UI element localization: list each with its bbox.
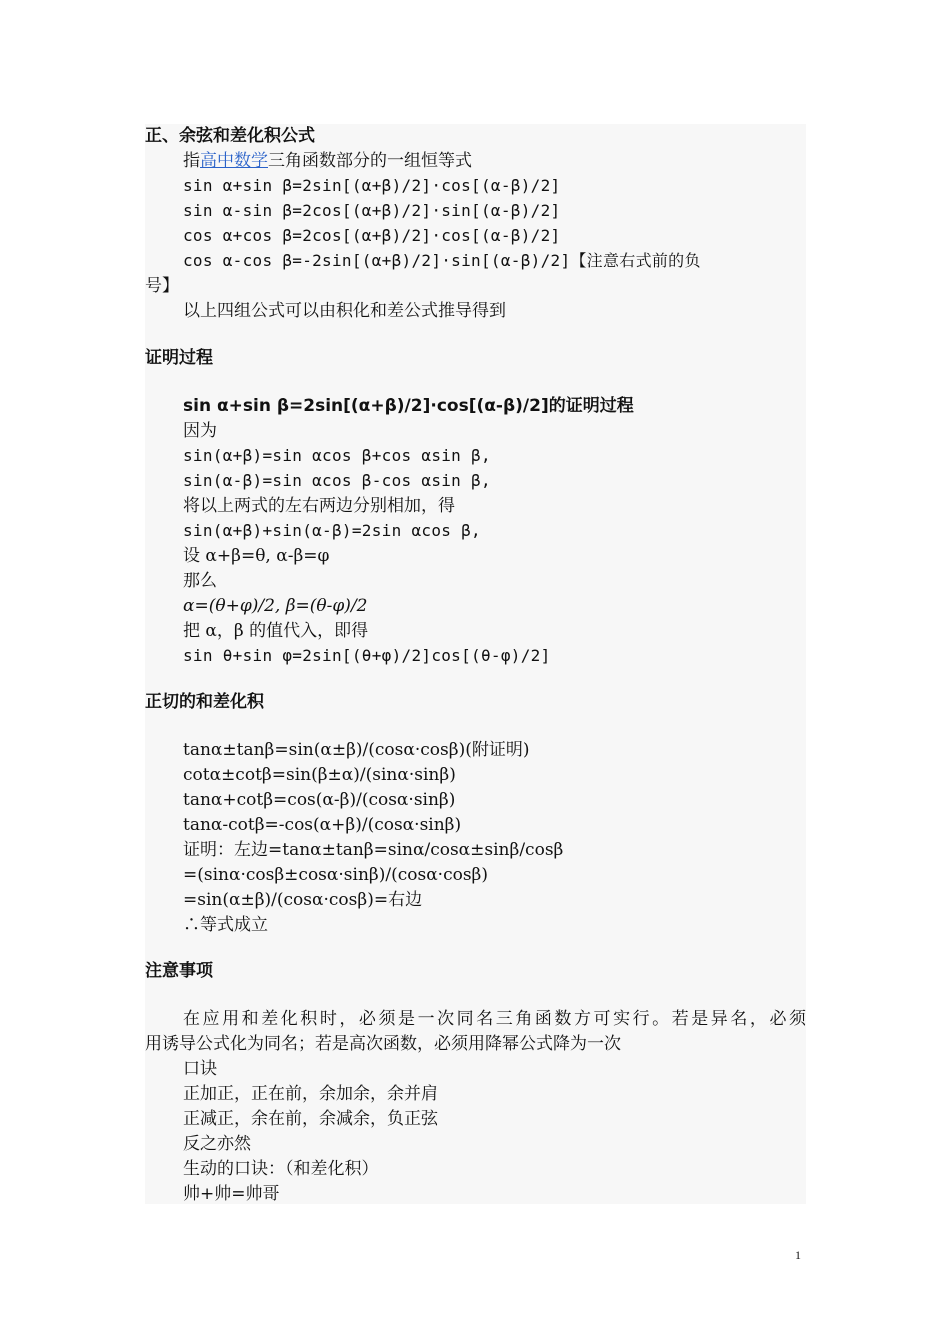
formula-line: cos α+cos β=2cos[(α+β)/2]·cos[(α-β)/2] (183, 226, 561, 245)
tangent-line: tanα+cotβ=cos(α-β)/(cosα·sinβ) (183, 790, 456, 810)
mnemonic-line: 口诀 (183, 1059, 217, 1079)
formula-line: sin α+sin β=2sin[(α+β)/2]·cos[(α-β)/2] (183, 176, 561, 195)
mnemonic-line: 反之亦然 (183, 1134, 251, 1154)
tangent-line: ∴等式成立 (183, 915, 268, 935)
section-title: 正、余弦和差化积公式 (145, 126, 315, 146)
formula-line-continued: 号】 (145, 276, 179, 296)
intro-prefix: 指 (183, 151, 200, 171)
proof-line: sin θ+sin φ=2sin[(θ+φ)/2]cos[(θ-φ)/2] (183, 646, 551, 665)
proof-subtitle: sin α+sin β=2sin[(α+β)/2]·cos[(α-β)/2]的证明过程 (183, 396, 634, 416)
proof-line: sin(α-β)=sin αcos β-cos αsin β, (183, 471, 491, 490)
intro-suffix: 三角函数部分的一组恒等式 (268, 151, 472, 171)
intro-line (145, 149, 806, 174)
mnemonic-line: 正减正，余在前，余减余，负正弦 (183, 1109, 438, 1129)
document-body (145, 124, 806, 1204)
proof-line: 设 α+β=θ, α-β=φ (183, 546, 330, 566)
mnemonic-line: 帅+帅=帅哥 (183, 1184, 280, 1204)
section-title: 证明过程 (145, 348, 213, 368)
proof-line: 那么 (183, 571, 217, 591)
proof-line: sin(α+β)=sin αcos β+cos αsin β, (183, 446, 491, 465)
tangent-line: tanα-cotβ=-cos(α+β)/(cosα·sinβ) (183, 815, 462, 835)
proof-line: 把 α，β 的值代入，即得 (183, 621, 369, 641)
page-number: 1 (795, 1248, 801, 1262)
proof-line: 将以上两式的左右两边分别相加，得 (183, 496, 455, 516)
formula-line: cos α-cos β=-2sin[(α+β)/2]·sin[(α-β)/2]【注意右式前的负 (183, 251, 701, 270)
link-high-school-math[interactable]: 高中数学 (200, 151, 268, 171)
proof-line: α=(θ+φ)/2, β=(θ-φ)/2 (183, 596, 368, 616)
paragraph-line: 在应用和差化积时，必须是一次同名三角函数方可实行。若是异名，必须 (183, 1009, 806, 1029)
tangent-line: =sin(α±β)/(cosα·cosβ)=右边 (183, 890, 423, 910)
paragraph-line: 用诱导公式化为同名；若是高次函数，必须用降幂公式降为一次 (145, 1034, 621, 1054)
note-line: 以上四组公式可以由积化和差公式推导得到 (183, 301, 506, 321)
tangent-line: tanα±tanβ=sin(α±β)/(cosα·cosβ)(附证明) (183, 740, 530, 760)
section-title: 正切的和差化积 (145, 692, 264, 712)
mnemonic-line: 正加正，正在前，余加余，余并肩 (183, 1084, 438, 1104)
section-title: 注意事项 (145, 961, 213, 981)
tangent-line: cotα±cotβ=sin(β±α)/(sinα·sinβ) (183, 765, 456, 785)
mnemonic-line: 生动的口诀：（和差化积） (183, 1159, 379, 1179)
formula-line: sin α-sin β=2cos[(α+β)/2]·sin[(α-β)/2] (183, 201, 561, 220)
tangent-line: 证明：左边=tanα±tanβ=sinα/cosα±sinβ/cosβ (183, 840, 564, 860)
proof-line: sin(α+β)+sin(α-β)=2sin αcos β, (183, 521, 481, 540)
proof-line: 因为 (183, 421, 217, 441)
tangent-line: =(sinα·cosβ±cosα·sinβ)/(cosα·cosβ) (183, 865, 489, 885)
